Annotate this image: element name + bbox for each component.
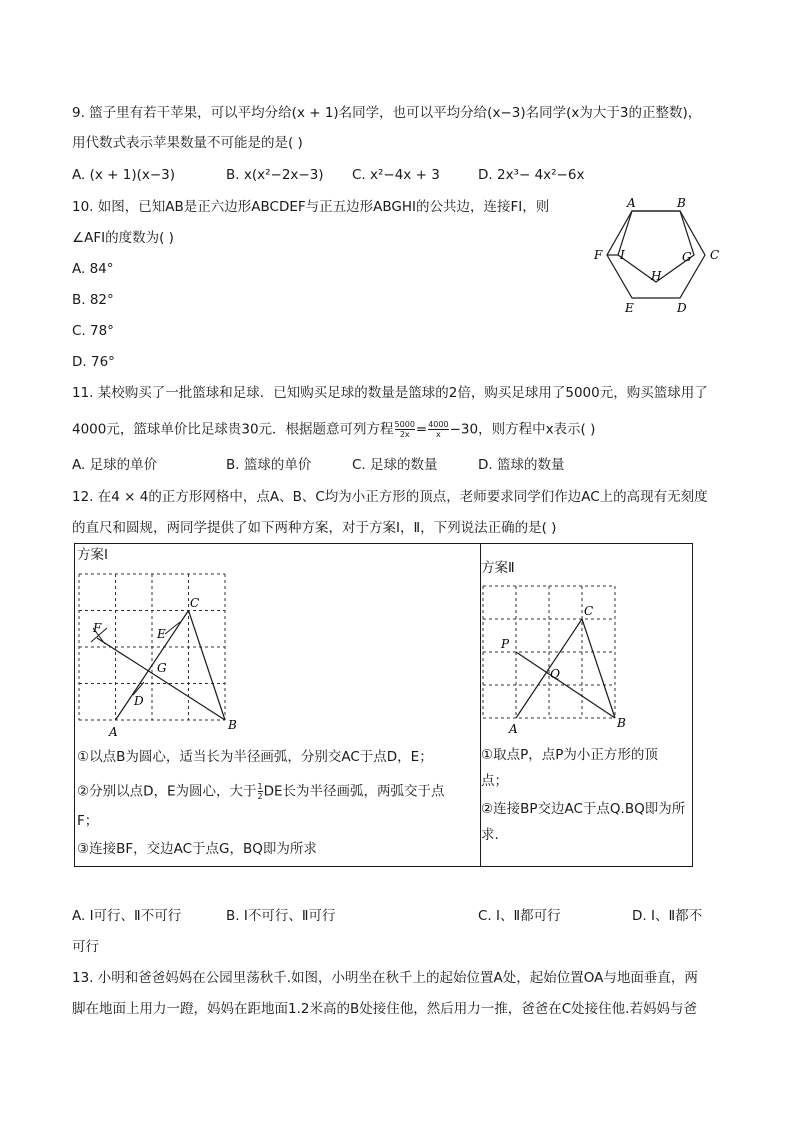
plan1-dashed-grid [79,574,225,720]
q11-stem-line1: 11. 某校购买了一批篮球和足球．已知购买足球的数量是篮球的2倍，购买足球用了5000元，购买篮球用了 [72,385,708,401]
q9-stem-line2: 用代数式表示苹果数量不可能是的是( ) [72,135,303,151]
plan1-label-c: C [190,596,200,610]
q12-option-c[interactable]: C. Ⅰ、Ⅱ都可行 [478,908,561,924]
q11-stem-line2: 4000元，篮球单价比足球贵30元．根据题意可列方程 $\frac{5000}{2x}$ = $\frac{4000}{x}$ −30，则方程中x表示( ) [72,420,596,439]
q11-fraction-2: $\frac{4000}{x}$ [428,420,449,439]
q11-stem-line2-start: 4000元，篮球单价比足球贵30元．根据题意可列方程 [72,421,394,438]
plan1-arc-mark-e [165,622,180,634]
plan1-label-e: E [157,627,166,641]
plan2-dashed-grid [483,586,615,718]
q12-option-a[interactable]: A. Ⅰ可行、Ⅱ不可行 [72,908,182,924]
plan1-label-a: A [109,725,118,739]
q9-option-d[interactable]: D. 2x³− 4x²−6x [478,167,585,183]
plan1-step2: ②分别以点D，E为圆心，大于 $\frac{1}{2}$ DE长为半径画弧，两弧交于点 [77,782,445,801]
plan2-step1-line1: ①取点P，点P为小正方形的顶 [481,747,658,763]
q12-stem-line1: 12. 在4 × 4的正方形网格中，点A、B、C均为小正方形的顶点，老师要求同学们作边AC上的高现有无刻度 [72,489,708,505]
plan1-label-b: B [228,718,237,732]
plan1-fraction-half: $\frac{1}{2}$ [257,782,263,801]
plan1-line-bf [97,638,225,720]
q11-stem-line2-end: −30，则方程中x表示( ) [449,421,596,438]
plan2-label-q: Q [550,667,560,681]
q12-solution-table [74,543,693,867]
q11-fraction-1: $\frac{5000}{2x}$ [394,420,415,439]
plan1-title: 方案Ⅰ [77,547,108,563]
plan2-triangle [516,619,615,718]
q10-option-d[interactable]: D. 76° [72,354,115,370]
label-a: A [627,196,636,210]
label-d: D [677,301,687,315]
q11-option-b[interactable]: B. 篮球的单价 [226,457,312,473]
q12-option-d-wrap: 可行 [72,939,99,955]
plan2-step1-line2: 点； [481,773,508,789]
q13-stem-line1: 13. 小明和爸爸妈妈在公园里荡秋千.如图，小明坐在秋千上的起始位置A处，起始位置OA与地面垂直，两 [72,970,698,986]
label-i: I [620,248,625,262]
q10-stem-line2: ∠AFI的度数为( ) [72,230,174,246]
label-h: H [651,269,662,283]
plan2-line-bp [516,652,615,718]
plan1-triangle [116,611,226,721]
plan2-label-c: C [584,604,594,618]
plan2-label-b: B [617,716,626,730]
plan1-label-g: G [157,661,167,675]
q10-option-c[interactable]: C. 78° [72,323,114,339]
label-e: E [625,301,634,315]
label-c: C [710,248,720,262]
plan2-grid-figure [479,580,679,740]
q9-option-c[interactable]: C. x²−4x + 3 [352,167,440,183]
q11-option-c[interactable]: C. 足球的数量 [352,457,438,473]
q10-option-a[interactable]: A. 84° [72,261,114,277]
plan2-label-p: P [501,637,510,651]
q10-option-b[interactable]: B. 82° [72,292,114,308]
plan1-label-f: F [93,621,102,635]
q12-option-d[interactable]: D. Ⅰ、Ⅱ都不 [632,908,703,924]
label-b: B [677,196,686,210]
plan1-label-d: D [134,694,144,708]
plan2-label-a: A [509,722,518,736]
plan2-title: 方案Ⅱ [481,560,515,576]
q10-hexagon-pentagon-figure [585,192,730,317]
plan1-step3: ③连接BF，交边AC于点G，BQ即为所求 [77,841,317,857]
q9-option-a[interactable]: A. (x + 1)(x−3) [72,167,176,183]
plan1-grid-figure [77,568,247,744]
plan1-step2-tail: F； [77,813,99,829]
q11-option-a[interactable]: A. 足球的单价 [72,457,158,473]
plan1-step1: ①以点B为圆心，适当长为半径画弧，分别交AC于点D，E； [77,749,433,765]
q11-option-d[interactable]: D. 篮球的数量 [478,457,565,473]
q10-stem-line1: 10. 如图，已知AB是正六边形ABCDEF与正五边形ABGHI的公共边，连接FI，则 [72,199,550,215]
q12-option-b[interactable]: B. Ⅰ不可行、Ⅱ可行 [226,908,336,924]
q13-stem-line2: 脚在地面上用力一蹬，妈妈在距地面1.2米高的B处接住他，然后用力一推，爸爸在C处接住他.若妈妈与爸 [72,1001,697,1017]
label-g: G [682,250,692,264]
q12-stem-line2: 的直尺和圆规，两同学提供了如下两种方案，对于方案Ⅰ，Ⅱ，下列说法正确的是( ) [72,520,557,536]
plan2-step2-line1: ②连接BP交边AC于点Q.BQ即为所 [481,801,686,817]
plan2-step2-line2: 求. [481,827,499,843]
q9-option-b[interactable]: B. x(x²−2x−3) [226,167,324,183]
q9-stem-line1: 9. 篮子里有若干苹果，可以平均分给(x + 1)名同学，也可以平均分给(x−3)名同学(x为大于3的正整数)， [72,105,702,121]
label-f: F [594,248,603,262]
